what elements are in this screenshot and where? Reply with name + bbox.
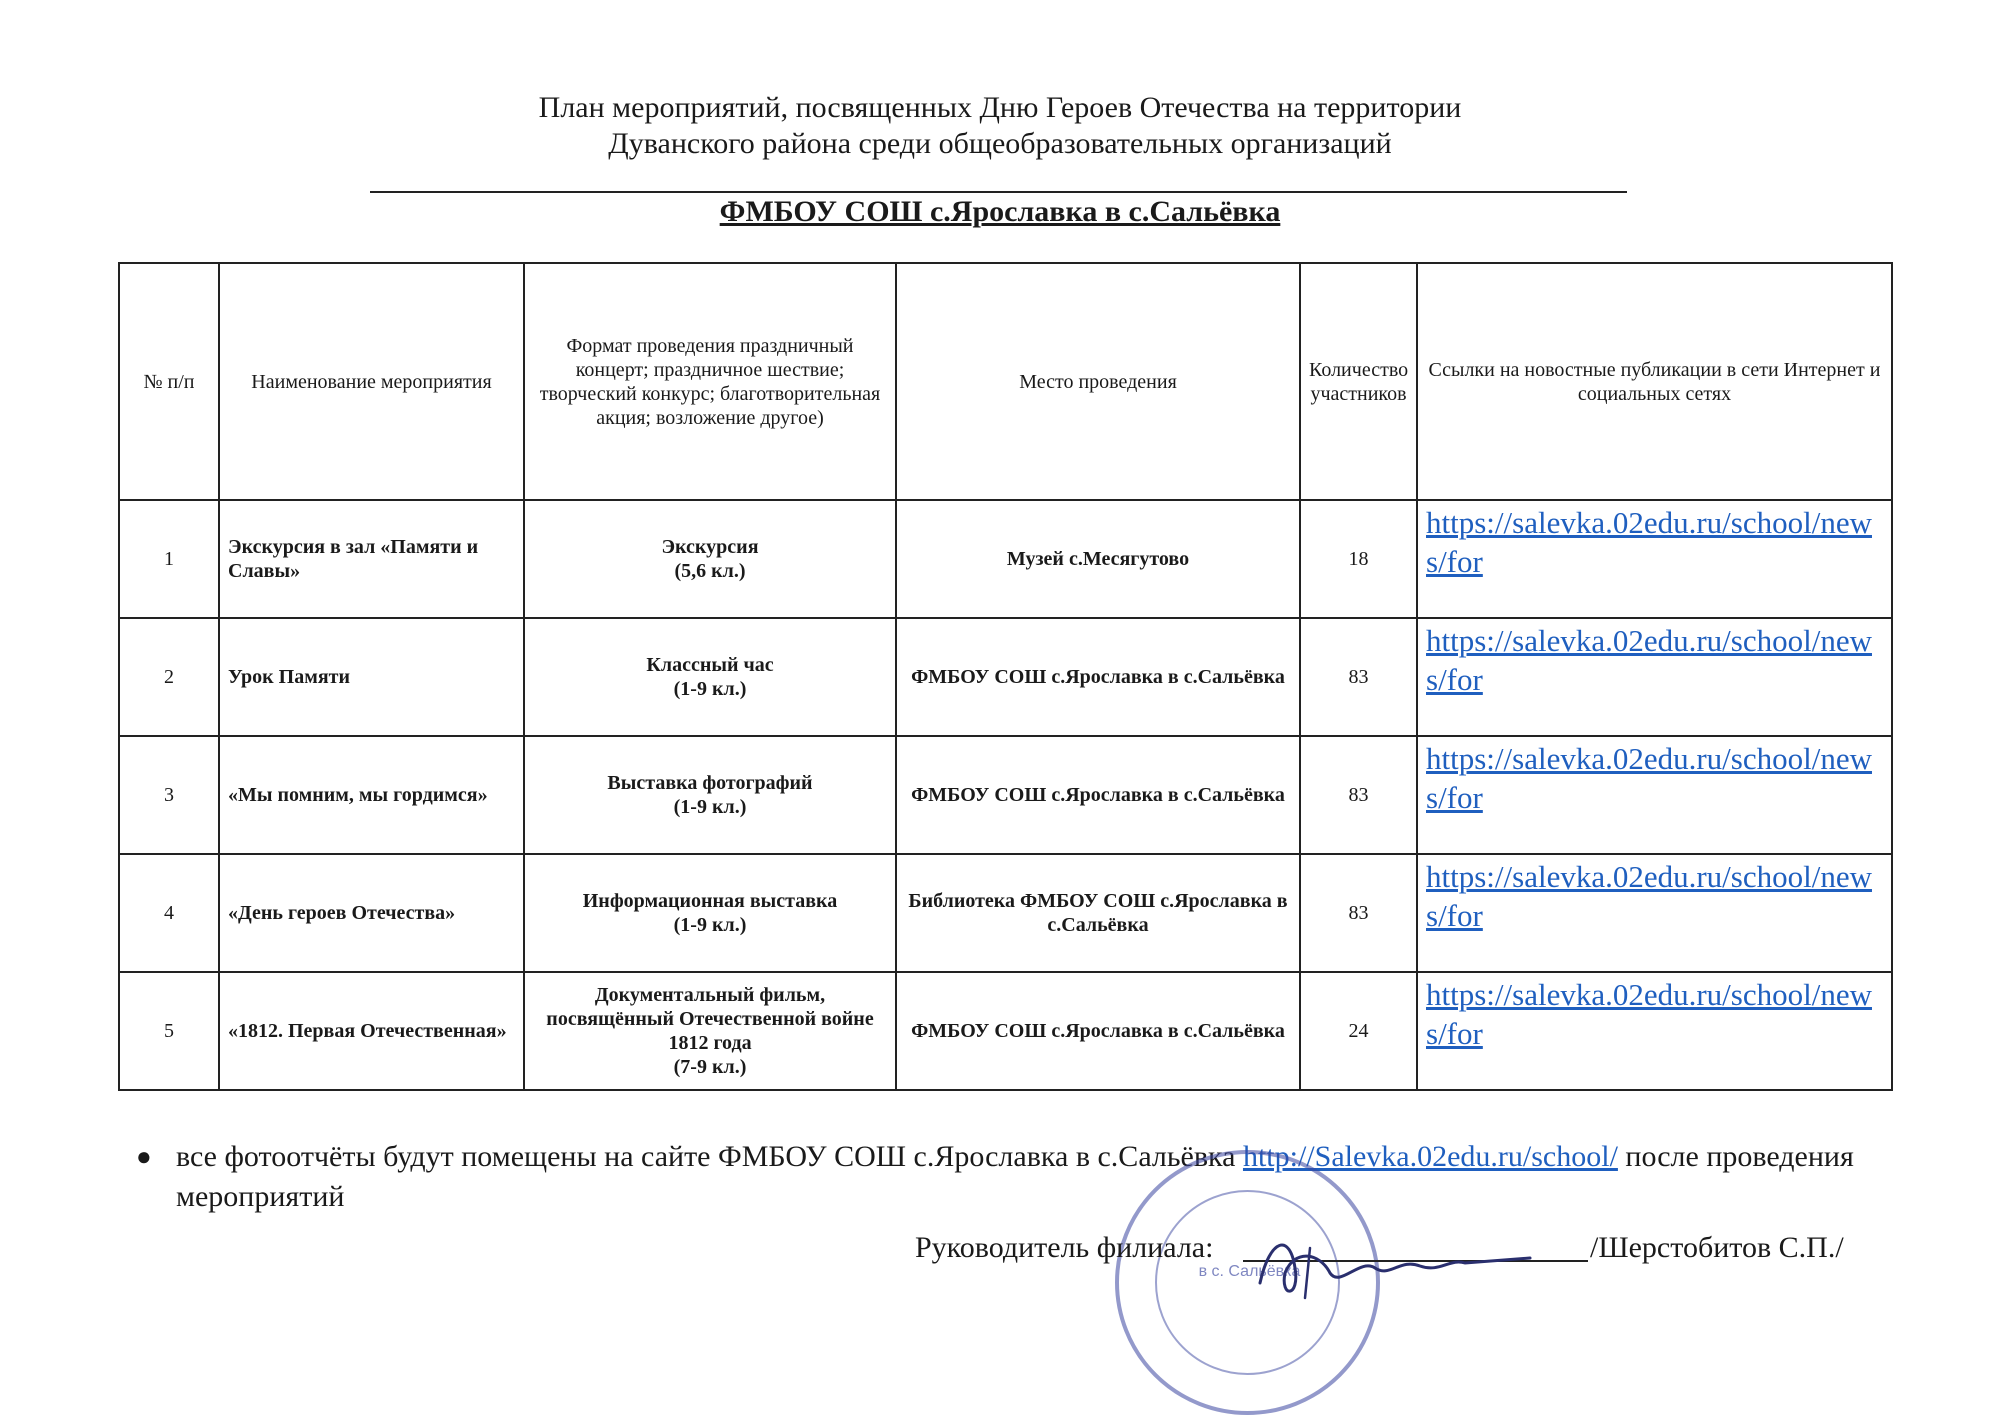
- row-format-text: Выставка фотографий: [607, 772, 813, 794]
- row-place: ФМБОУ СОШ с.Ярославка в с.Сальёвка: [896, 736, 1300, 854]
- table-header-row: [119, 263, 1892, 500]
- row-format: [524, 854, 896, 972]
- table-row: [119, 854, 1892, 972]
- row-num: 1: [119, 500, 219, 618]
- row-format-text: Классный час: [646, 654, 774, 676]
- row-link-cell: [1417, 972, 1892, 1090]
- news-link[interactable]: https://salevka.02edu.ru/school/news/for: [1426, 859, 1872, 933]
- table-row: [119, 500, 1892, 618]
- row-num: 5: [119, 972, 219, 1090]
- header-name: Наименование мероприятия: [219, 263, 524, 500]
- row-format-text: Экскурсия: [661, 536, 759, 558]
- row-count: 18: [1300, 500, 1417, 618]
- title-line-1: План мероприятий, посвященных Дню Героев Отечества на территории: [538, 91, 1462, 124]
- header-count: Количество участников: [1300, 263, 1417, 500]
- row-place: ФМБОУ СОШ с.Ярославка в с.Сальёвка: [896, 972, 1300, 1090]
- row-name: «День героев Отечества»: [219, 854, 524, 972]
- header-links: Ссылки на новостные публикации в сети Интернет и социальных сетях: [1417, 263, 1892, 500]
- row-name: Урок Памяти: [219, 618, 524, 736]
- row-count: 83: [1300, 736, 1417, 854]
- row-format-detail: (7-9 кл.): [673, 1056, 747, 1078]
- header-num: № п/п: [119, 263, 219, 500]
- document-title: [0, 90, 2000, 162]
- news-link[interactable]: https://salevka.02edu.ru/school/news/for: [1426, 741, 1872, 815]
- row-format: [524, 618, 896, 736]
- row-count: 83: [1300, 854, 1417, 972]
- bullet-icon: ●: [136, 1142, 152, 1171]
- table-row: [119, 972, 1892, 1090]
- row-num: 2: [119, 618, 219, 736]
- table-row: [119, 736, 1892, 854]
- row-format-detail: (1-9 кл.): [673, 796, 747, 818]
- header-place: Место проведения: [896, 263, 1300, 500]
- row-name: «1812. Первая Отечественная»: [219, 972, 524, 1090]
- row-format-detail: (1-9 кл.): [673, 678, 747, 700]
- events-table: [118, 262, 1893, 1091]
- row-format-detail: (5,6 кл.): [674, 560, 746, 582]
- row-link-cell: [1417, 854, 1892, 972]
- row-format: [524, 736, 896, 854]
- school-site-link[interactable]: http://Salevka.02edu.ru/school/: [1242, 1140, 1618, 1173]
- row-link-cell: [1417, 618, 1892, 736]
- row-num: 3: [119, 736, 219, 854]
- row-format-text: Информационная выставка: [582, 890, 838, 912]
- row-format: [524, 500, 896, 618]
- row-count: 83: [1300, 618, 1417, 736]
- news-link[interactable]: https://salevka.02edu.ru/school/news/for: [1426, 623, 1872, 697]
- row-place: Библиотека ФМБОУ СОШ с.Ярославка в с.Сальёвка: [896, 854, 1300, 972]
- signer-name: /Шерстобитов С.П./: [1590, 1231, 1844, 1264]
- title-underline-rule: [370, 191, 1627, 193]
- row-format: [524, 972, 896, 1090]
- document-subtitle: ФМБОУ СОШ с.Ярославка в с.Сальёвка: [719, 195, 1281, 228]
- row-name: Экскурсия в зал «Памяти и Славы»: [219, 500, 524, 618]
- row-format-detail: (1-9 кл.): [673, 914, 747, 936]
- row-link-cell: [1417, 736, 1892, 854]
- news-link[interactable]: https://salevka.02edu.ru/school/news/for: [1426, 505, 1872, 579]
- handwritten-signature: [1250, 1228, 1550, 1308]
- header-format: Формат проведения праздничный концерт; праздничное шествие; творческий конкурс; благотворительная акция; возложение другое): [524, 263, 896, 500]
- photo-report-note: [136, 1137, 1896, 1217]
- row-count: 24: [1300, 972, 1417, 1090]
- row-format-text: Документальный фильм, посвящённый Отечественной войне 1812 года: [546, 984, 874, 1054]
- stamp-text: в с. Сальёвка: [1198, 1263, 1301, 1280]
- table-row: [119, 618, 1892, 736]
- note-text-before: все фотоотчёты будут помещены на сайте ФМБОУ СОШ с.Ярославка в с.Сальёвка: [176, 1140, 1243, 1173]
- row-link-cell: [1417, 500, 1892, 618]
- signer-label: Руководитель филиала:: [915, 1231, 1214, 1264]
- row-name: «Мы помним, мы гордимся»: [219, 736, 524, 854]
- note-text-after: после проведения мероприятий: [176, 1140, 1854, 1213]
- row-place: Музей с.Месягутово: [896, 500, 1300, 618]
- row-place: ФМБОУ СОШ с.Ярославка в с.Сальёвка: [896, 618, 1300, 736]
- title-line-2: Дуванского района среди общеобразовательных организаций: [608, 127, 1392, 160]
- news-link[interactable]: https://salevka.02edu.ru/school/news/for: [1426, 977, 1872, 1051]
- row-num: 4: [119, 854, 219, 972]
